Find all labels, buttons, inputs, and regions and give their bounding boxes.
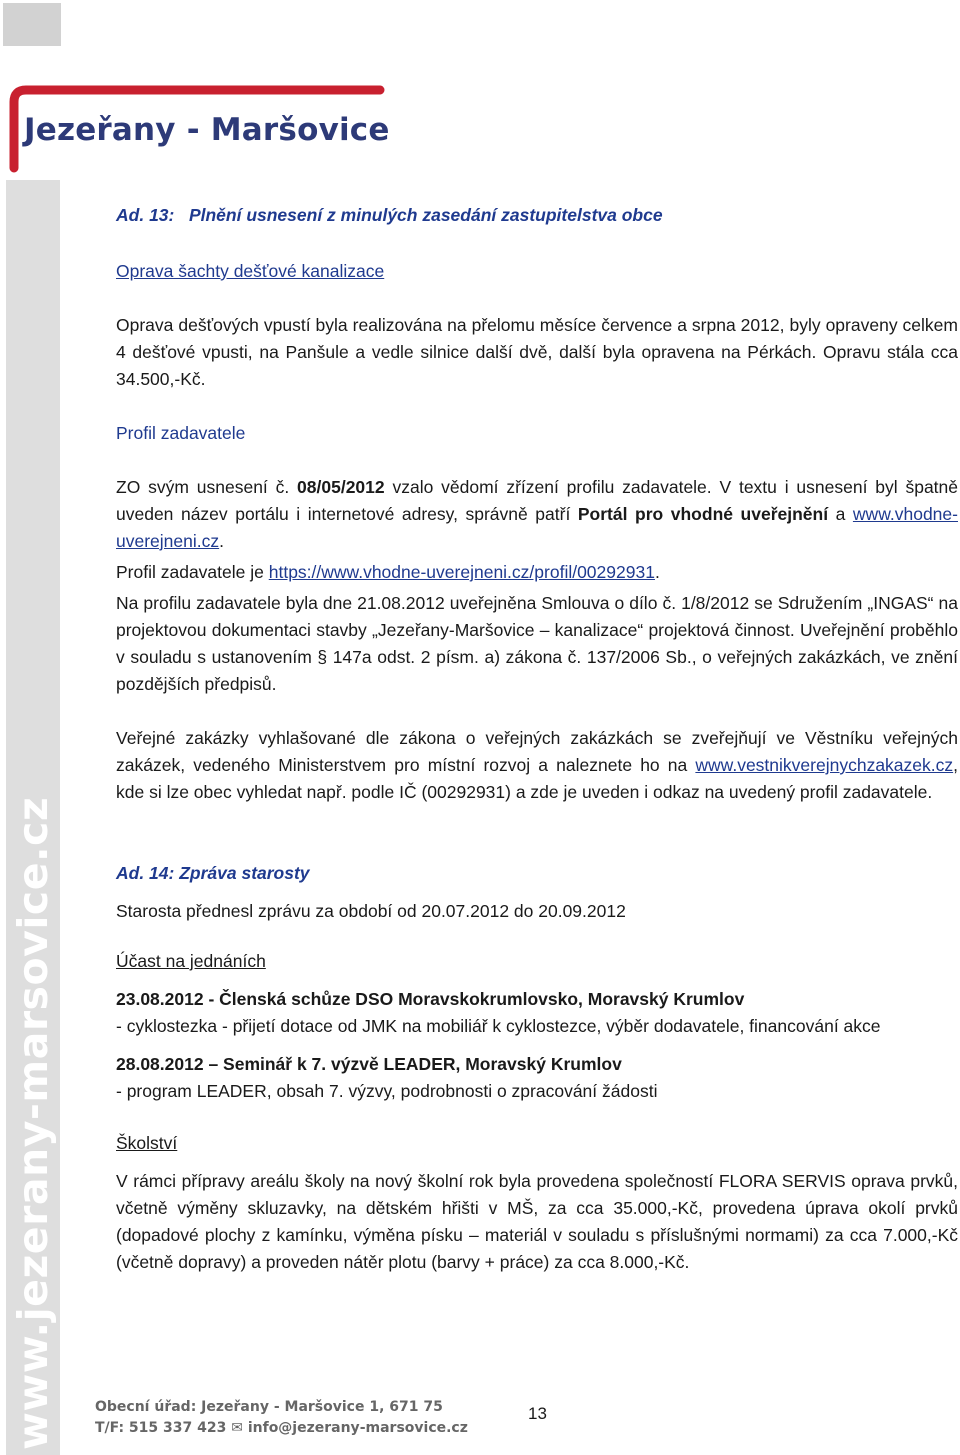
profil-paragraph-2: Profil zadavatele je https://www.vhodne-uverejneni.cz/profil/00292931.: [116, 562, 660, 582]
event-2-text: - program LEADER, obsah 7. výzvy, podrobnosti o zpracování žádosti: [116, 1081, 658, 1101]
vhodne-uverejneni-link[interactable]: www.vhodne-uverejneni.cz: [116, 504, 958, 551]
page-number: 13: [528, 1404, 547, 1423]
profil-paragraph-3: Na profilu zadavatele byla dne 21.08.2012 uveřejněna Smlouva o dílo č. 1/8/2012 se Sdružením „INGAS“ na projektovou dokumentaci stavby „Jezeřany-Maršovice – kanalizace“ projektová činnost. Uveřejnění proběhlo v souladu s ustanovením § 147a odst. 2 písm. a) zákona č. 137/2006 Sb., o veřejných zakázkách, ve znění pozdějších předpisů.: [116, 593, 958, 694]
vestnik-link[interactable]: www.vestnikverejnychzakazek.cz: [695, 755, 954, 775]
event-2-title: 28.08.2012 – Seminář k 7. výzvě LEADER, Moravský Krumlov: [116, 1054, 622, 1074]
corner-square: [3, 3, 61, 46]
ad14-heading: Ad. 14: Zpráva starosty: [116, 863, 310, 883]
footer-address: Obecní úřad: Jezeřany - Maršovice 1, 671 75: [95, 1399, 443, 1415]
sidebar-website-text: www.jezerany-marsovice.cz: [9, 796, 57, 1450]
profil-heading: Profil zadavatele: [116, 423, 246, 443]
logo-text: Jezeřany - Maršovice: [24, 112, 390, 148]
sachta-heading: Oprava šachty dešťové kanalizace: [116, 261, 385, 281]
footer: [95, 1397, 468, 1439]
skolstvi-text: V rámci přípravy areálu školy na nový školní rok byla provedena společností FLORA SERVIS oprava prvků, včetně výměny skluzavky, na dětském hřišti v MŠ, za cca 35.000,-Kč, provedena úprava okolí prvků (dopadové plochy z kamínku, výměna písku – materiál v souladu s příslušnými normami) za cca 7.000,-Kč (včetně dopravy) a proveden nátěr plotu (barvy + práce) za cca 8.000,-Kč.: [116, 1171, 958, 1272]
profil-paragraph-4: Veřejné zakázky vyhlašované dle zákona o veřejných zakázkách se zveřejňují ve Věstníku veřejných zakázek, vedeného Ministerstvem pro místní rozvoj a naleznete ho na www.vestnikverejnychzakazek.cz, kde si lze obec vyhledat např. podle IČ (00292931) a zde je uveden i odkaz na uvedený profil zadavatele.: [116, 728, 958, 802]
sachta-text: Oprava dešťových vpustí byla realizována na přelomu měsíce července a srpna 2012, byly opraveny celkem 4 dešťové vpusti, na Panšule a vedle silnice další dvě, další byla opravena na Pérkách. Opravu stála cca 34.500,-Kč.: [116, 315, 958, 389]
event-1-title: 23.08.2012 - Členská schůze DSO Moravskokrumlovsko, Moravský Krumlov: [116, 989, 745, 1009]
ad14-text: Starosta přednesl zprávu za období od 20.07.2012 do 20.09.2012: [116, 901, 626, 921]
profil-url-link[interactable]: https://www.vhodne-uverejneni.cz/profil/00292931: [268, 562, 655, 582]
ucast-heading: Účast na jednáních: [116, 951, 266, 971]
profil-paragraph-1: ZO svým usnesení č. 08/05/2012 vzalo vědomí zřízení profilu zadavatele. V textu i usnesení byl špatně uveden název portálu i internetové adresy, správně patří Portál pro vhodné uveřejnění a www.vhodne-uverejneni.cz.: [116, 477, 958, 551]
ad13-heading: Ad. 13: Plnění usnesení z minulých zasedání zastupitelstva obce: [116, 205, 663, 225]
event-1-text: - cyklostezka - přijetí dotace od JMK na mobiliář k cyklostezce, výběr dodavatele, financování akce: [116, 1016, 881, 1036]
skolstvi-heading: Školství: [116, 1133, 178, 1153]
document-content: [116, 200, 958, 1276]
footer-contact: T/F: 515 337 423 ✉ info@jezerany-marsovice.cz: [95, 1420, 468, 1436]
